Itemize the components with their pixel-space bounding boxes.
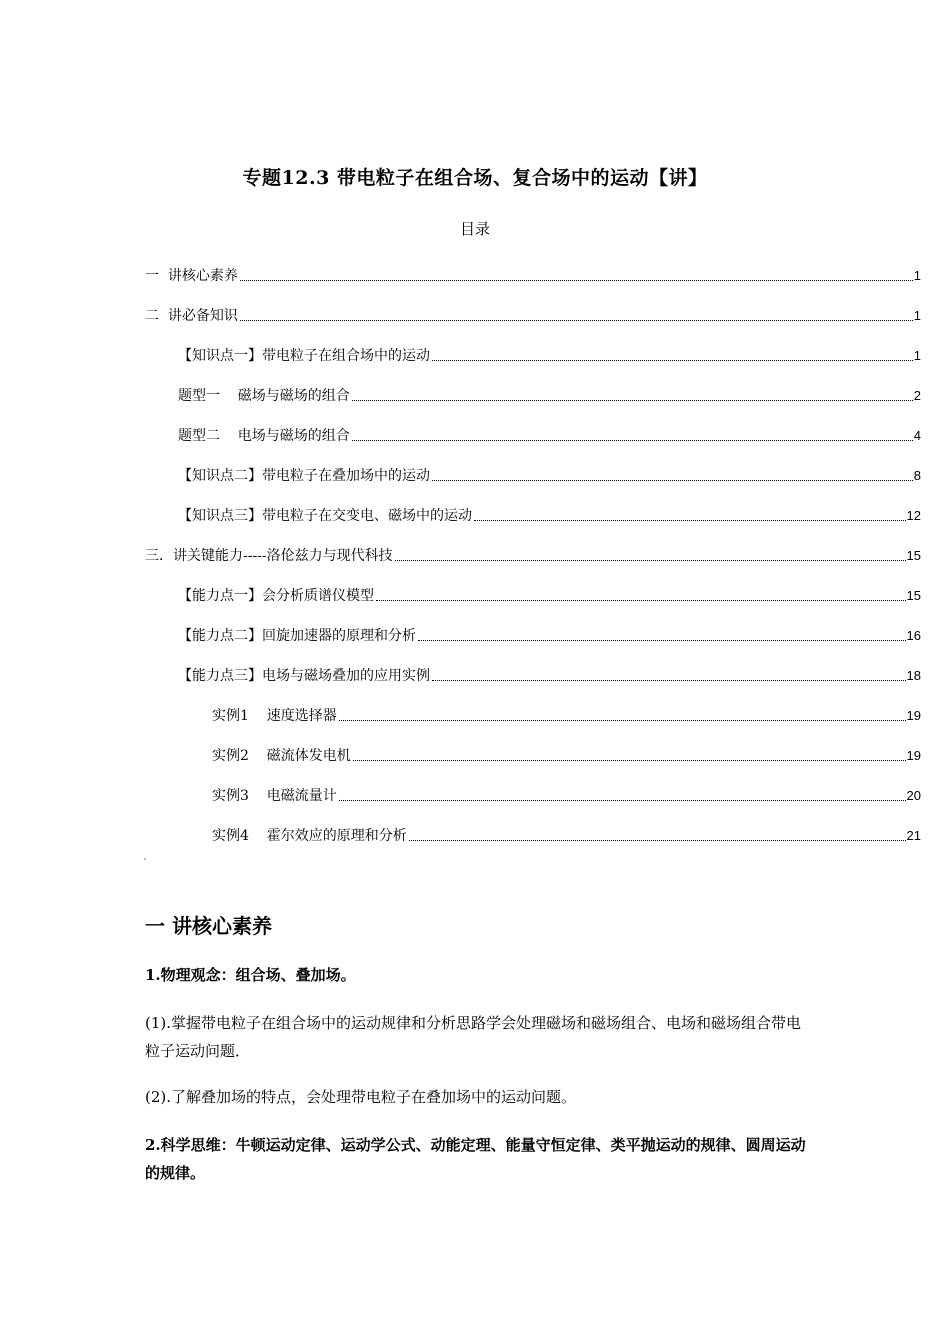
toc-leader — [432, 679, 906, 681]
toc-entry[interactable] — [212, 784, 921, 806]
paragraph-scientific-thinking: 2.科学思维：牛顿运动定律、运动学公式、动能定理、能量守恒定律、类平抛运动的规律、圆周运动的规律。 — [145, 1136, 806, 1182]
toc-entry-text: 【能力点三】电场与磁场叠加的应用实例 — [178, 668, 430, 684]
paragraph-physics-concept: 1.物理观念：组合场、叠加场。 — [145, 966, 356, 984]
toc-entry-text: 实例4 霍尔效应的原理和分析 — [212, 828, 407, 844]
toc-leader — [395, 559, 906, 561]
toc-entry[interactable] — [178, 664, 921, 686]
toc-leader — [474, 519, 906, 521]
toc-entry[interactable] — [145, 544, 921, 566]
toc-entry-text: 实例1 速度选择器 — [212, 708, 337, 724]
toc-entry[interactable] — [178, 344, 921, 366]
toc-entry-text: 题型二 电场与磁场的组合 — [178, 428, 350, 444]
toc-entry[interactable] — [178, 584, 921, 606]
toc-entry-page: 20 — [906, 788, 921, 803]
toc-entry[interactable] — [212, 704, 921, 726]
toc-entry[interactable] — [178, 424, 921, 446]
toc-entry[interactable] — [178, 384, 921, 406]
toc-entry-text: 题型一 磁场与磁场的组合 — [178, 388, 350, 404]
toc-entry-page: 15 — [906, 588, 921, 603]
toc-leader — [376, 599, 906, 601]
toc-leader — [339, 799, 906, 801]
toc-entry-text: 【知识点三】带电粒子在交变电、磁场中的运动 — [178, 508, 472, 524]
toc-entry-page: 8 — [913, 468, 921, 483]
toc-entry-text: 一 讲核心素养 — [145, 268, 238, 284]
toc-entry-text: 【知识点二】带电粒子在叠加场中的运动 — [178, 468, 430, 484]
toc-leader — [352, 399, 913, 401]
toc-entry[interactable] — [212, 744, 921, 766]
toc-entry-page: 1 — [913, 348, 921, 363]
toc-leader — [240, 279, 913, 281]
toc-entry[interactable] — [178, 504, 921, 526]
toc-entry-text: 【知识点一】带电粒子在组合场中的运动 — [178, 348, 430, 364]
toc-entry-text: 三．讲关键能力-----洛伦兹力与现代科技 — [145, 548, 393, 564]
toc-leader — [432, 479, 913, 481]
document-title: 专题12.3 带电粒子在组合场、复合场中的运动【讲】 — [242, 167, 708, 189]
toc-entry-text: 【能力点二】回旋加速器的原理和分析 — [178, 628, 416, 644]
toc-entry[interactable] — [178, 464, 921, 486]
toc-entry[interactable] — [145, 264, 921, 286]
toc-entry-page: 18 — [906, 668, 921, 683]
toc-leader — [339, 719, 906, 721]
toc-entry-page: 16 — [906, 628, 921, 643]
section-heading: 一 讲核心素养 — [145, 914, 272, 938]
toc-entry-page: 21 — [906, 828, 921, 843]
section-break-mark — [144, 858, 146, 860]
toc-leader — [409, 839, 906, 841]
toc-entry-text: 实例3 电磁流量计 — [212, 788, 337, 804]
toc-entry-page: 1 — [913, 268, 921, 283]
toc-entry-text: 实例2 磁流体发电机 — [212, 748, 351, 764]
toc-leader — [352, 439, 913, 441]
toc-entry-page: 15 — [906, 548, 921, 563]
toc-entry[interactable] — [178, 624, 921, 646]
toc-entry[interactable] — [212, 824, 921, 846]
toc-entry-page: 19 — [906, 708, 921, 723]
toc-leader — [240, 319, 913, 321]
toc-leader — [432, 359, 913, 361]
toc-entry-page: 12 — [906, 508, 921, 523]
toc-entry-page: 1 — [913, 308, 921, 323]
toc-entry-page: 19 — [906, 748, 921, 763]
toc-entry-page: 2 — [913, 388, 921, 403]
paragraph-point-1: (1).掌握带电粒子在组合场中的运动规律和分析思路学会处理磁场和磁场组合、电场和磁场组合带电粒子运动问题． — [145, 1014, 802, 1060]
paragraph-point-2: (2).了解叠加场的特点，会处理带电粒子在叠加场中的运动问题。 — [145, 1088, 577, 1106]
toc-leader — [418, 639, 906, 641]
toc-entry-text: 二 讲必备知识 — [145, 308, 238, 324]
toc-entry-page: 4 — [913, 428, 921, 443]
toc-entry-text: 【能力点一】会分析质谱仪模型 — [178, 588, 374, 604]
toc-heading: 目录 — [459, 220, 490, 238]
toc-entry[interactable] — [145, 304, 921, 326]
toc-leader — [353, 759, 906, 761]
